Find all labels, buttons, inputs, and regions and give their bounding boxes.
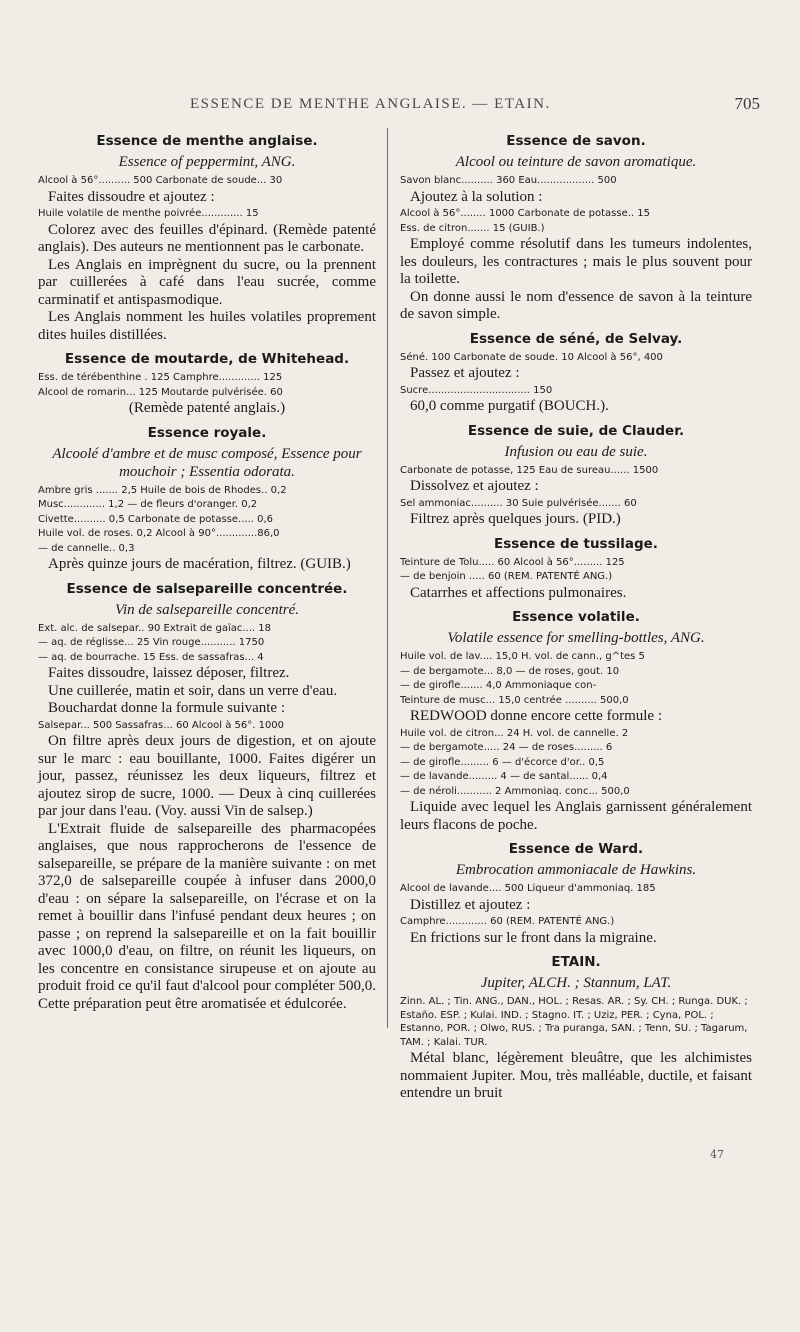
paragraph: Filtrez après quelques jours. (PID.) [410,511,621,527]
recipe-line: Teinture de Tolu..... 60 Alcool à 56°......... 125 [400,556,625,568]
recipe-line: Alcool de lavande.... 500 Liqueur d'ammoniaq. 185 [400,883,656,894]
column-divider [387,128,388,1028]
entry-title: Essence volatile. [512,609,640,625]
recipe-line: Sel ammoniac.......... 30 Suie pulvérisée....... 60 [400,497,637,509]
paragraph: Liquide avec lequel les Anglais garnissent généralement leurs flacons de poche. [400,799,752,833]
paragraph: Une cuillerée, matin et soir, dans un verre d'eau. [48,682,338,699]
paragraph: Ajoutez à la solution : [410,188,543,205]
paragraph: On donne aussi le nom d'essence de savon à la teinture de savon simple. [400,288,752,322]
recipe-line: Carbonate de potasse, 125 Eau de sureau...... 1500 [400,464,659,476]
recipe-line: Huile volatile de menthe poivrée............. 15 [38,208,259,219]
entry-title: Essence de Ward. [508,841,644,857]
recipe-line: Séné. 100 Carbonate de soude. 10 Alcool à 56°, 400 [400,351,663,363]
recipe-line: Alcool à 56°........ 1000 Carbonate de potasse.. 15 [400,208,651,219]
paragraph: Après quinze jours de macération, filtrez. (GUIB.) [48,556,351,572]
recipe-line: — de benjoin ..... 60 (REM. PATENTÉ ANG.) [400,571,613,582]
page-number: 705 [734,94,760,113]
entry-subtitle: Embrocation ammoniacale de Hawkins. [455,862,697,878]
recipe-line: Huile vol. de roses. 0,2 Alcool à 90°.............86,0 [38,528,280,539]
recipe-line: — aq. de bourrache. 15 Ess. de sassafras... 4 [38,651,264,663]
entry-subtitle: Essence of peppermint, ANG. [118,154,296,170]
paragraph: On filtre après deux jours de digestion, et on ajoute sur le marc : eau bouillante, 1000. Faites digérer un jour, passez, réunissez les deux liqueurs, filtrez et ajoutez sirop de sucre, 1000. — Deux à cinq cuillerées par jour dans l'eau. (Voy. aussi Vin de salsep.) [38,733,376,819]
paragraph: Métal blanc, légèrement bleuâtre, que les alchimistes nommaient Jupiter. Mou, très malléable, ductile, et faisant entendre un bruit [400,1050,752,1101]
recipe-line: Musc............. 1,2 — de fleurs d'oranger. 0,2 [38,499,258,510]
recipe-line: — aq. de réglisse... 25 Vin rouge........... 1750 [38,637,265,648]
paragraph: Faites dissoudre et ajoutez : [48,188,215,205]
entry-title: Essence de séné, de Selvay. [469,330,683,347]
recipe-line: Ess. de citron....... 15 (GUIB.) [400,222,545,234]
recipe-line: Huile vol. de lav.... 15,0 H. vol. de cann., g^tes 5 [400,651,645,662]
recipe-line: — de bergamote..... 24 — de roses......... 6 [400,742,613,753]
recipe-line: Ambre gris ....... 2,5 Huile de bois de Rhodes.. 0,2 [38,484,287,496]
recipe-line: Ess. de térébenthine . 125 Camphre............. 125 [38,372,283,383]
entry-title: Essence de menthe anglaise. [96,133,318,149]
entry-subtitle: Volatile essence for smelling-bottles, ANG. [447,630,705,646]
paragraph: Faites dissoudre, laissez déposer, filtrez. [48,665,290,681]
entry-subtitle: Jupiter, ALCH. ; Stannum, LAT. [480,975,672,991]
paragraph: REDWOOD donne encore cette formule : [410,708,662,724]
recipe-line: Civette.......... 0,5 Carbonate de potasse..... 0,6 [38,513,274,525]
entry-subtitle: Infusion ou eau de suie. [504,443,648,460]
entry-subtitle: Vin de salsepareille concentré. [114,601,300,618]
entry-title: Essence de savon. [506,133,646,149]
entry-title: Essence de tussilage. [494,535,658,552]
folio-signature: 47 [710,1148,724,1161]
recipe-line: Alcool de romarin... 125 Moutarde pulvérisée. 60 [38,386,283,398]
paragraph: 60,0 comme purgatif (BOUCH.). [410,398,609,414]
recipe-line: Salsepar... 500 Sassafras... 60 Alcool à 56°. 1000 [38,719,285,731]
paragraph: Les Anglais nomment les huiles volatiles proprement dites huiles distillées. [38,309,376,343]
left-column [38,126,376,1013]
paragraph: En frictions sur le front dans la migraine. [410,929,657,946]
recipe-line: Teinture de musc... 15,0 centrée .......... 500,0 [400,694,629,706]
recipe-line: Savon blanc.......... 360 Eau.................. 500 [400,175,617,186]
recipe-line: Zinn. AL. ; Tin. ANG., DAN., HOL. ; Resas. AR. ; Sy. CH. ; Runga. DUK. ; Estaño. ESP. ; Kulai. IND. ; Stagno. IT. ; Uziz, PER. ; Cyna, POL. ; Estanno, POR. ; Olwo, RUS. ; Tra puranga, SAN. ; Tenn, SU. ; Tagarum, TAM. ; Kalai. TUR. [400,996,748,1048]
entry-title: Essence royale. [147,424,267,441]
paragraph: Colorez avec des feuilles d'épinard. (Remède patenté anglais). Des auteurs ne mentionnent pas le carbonate. [38,221,376,255]
entry-title: ETAIN. [551,954,601,970]
recipe-line: — de lavande......... 4 — de santal...... 0,4 [400,771,608,782]
paragraph: Passez et ajoutez : [410,365,520,381]
paragraph: Distillez et ajoutez : [410,896,531,913]
recipe-line: — de girofle......... 6 — d'écorce d'or.. 0,5 [400,756,605,768]
recipe-line: Alcool à 56°.......... 500 Carbonate de soude... 30 [38,175,283,186]
paragraph: Catarrhes et affections pulmonaires. [410,584,627,601]
recipe-line: Ext. alc. de salsepar.. 90 Extrait de gaïac.... 18 [38,622,271,634]
entry-title: Essence de moutarde, de Whitehead. [64,351,350,367]
right-column [400,126,752,1103]
recipe-line: — de girofle....... 4,0 Ammoniaque con- [400,680,597,691]
paragraph: Dissolvez et ajoutez : [410,478,539,494]
recipe-line: — de bergamote... 8,0 — de roses, gout. 10 [400,665,620,677]
entry-subtitle: Alcool ou teinture de savon aromatique. [455,154,697,170]
paragraph: Employé comme résolutif dans les tumeurs indolentes, les douleurs, les contractures ; mais le plus souvent pour la toilette. [400,236,752,287]
paragraph: L'Extrait fluide de salsepareille des pharmacopées anglaises, que nous rapprocherons de l'essence de salsepareille, se prépare de la manière suivante : on met 372,0 de salsepareille coupée à infuser dans 2000,0 d'eau : on sépare la salsepareille, on l'écrase et on la remet à bouillir dans l'infusé pendant deux heures ; on passe ; on reprend la salsepareille et on la fait bouillir avec 1000,0 d'eau, on filtre, on réunit les liqueurs, on les concentre en consistance sirupeuse et on ajoute au produit froid ce qu'il faut d'alcool pour compléter 500,0. Cette préparation peut être aromatisée et édulcorée. [38,820,376,1012]
paragraph: Les Anglais en imprègnent du sucre, ou la prennent par cuillerées à café dans l'eau sucrée, comme carminatif et antispasmodique. [38,256,376,308]
recipe-line: Huile vol. de citron... 24 H. vol. de cannelle. 2 [400,727,629,739]
recipe-line: Sucre................................ 150 [400,384,553,396]
recipe-line: — de cannelle.. 0,3 [38,542,135,554]
entry-title: Essence de suie, de Clauder. [467,422,685,439]
entry-title: Essence de salsepareille concentrée. [66,580,348,597]
recipe-line: — de néroli........... 2 Ammoniaq. conc... 500,0 [400,785,630,797]
entry-subtitle: Alcoolé d'ambre et de musc composé, Essence pour mouchoir ; Essentia odorata. [52,445,362,480]
running-head: ESSENCE DE MENTHE ANGLAISE. — ETAIN. [190,96,551,112]
source-note: (Remède patenté anglais.) [128,400,286,416]
recipe-line: Camphre............. 60 (REM. PATENTÉ ANG.) [400,916,615,927]
paragraph: Bouchardat donne la formule suivante : [48,700,286,716]
